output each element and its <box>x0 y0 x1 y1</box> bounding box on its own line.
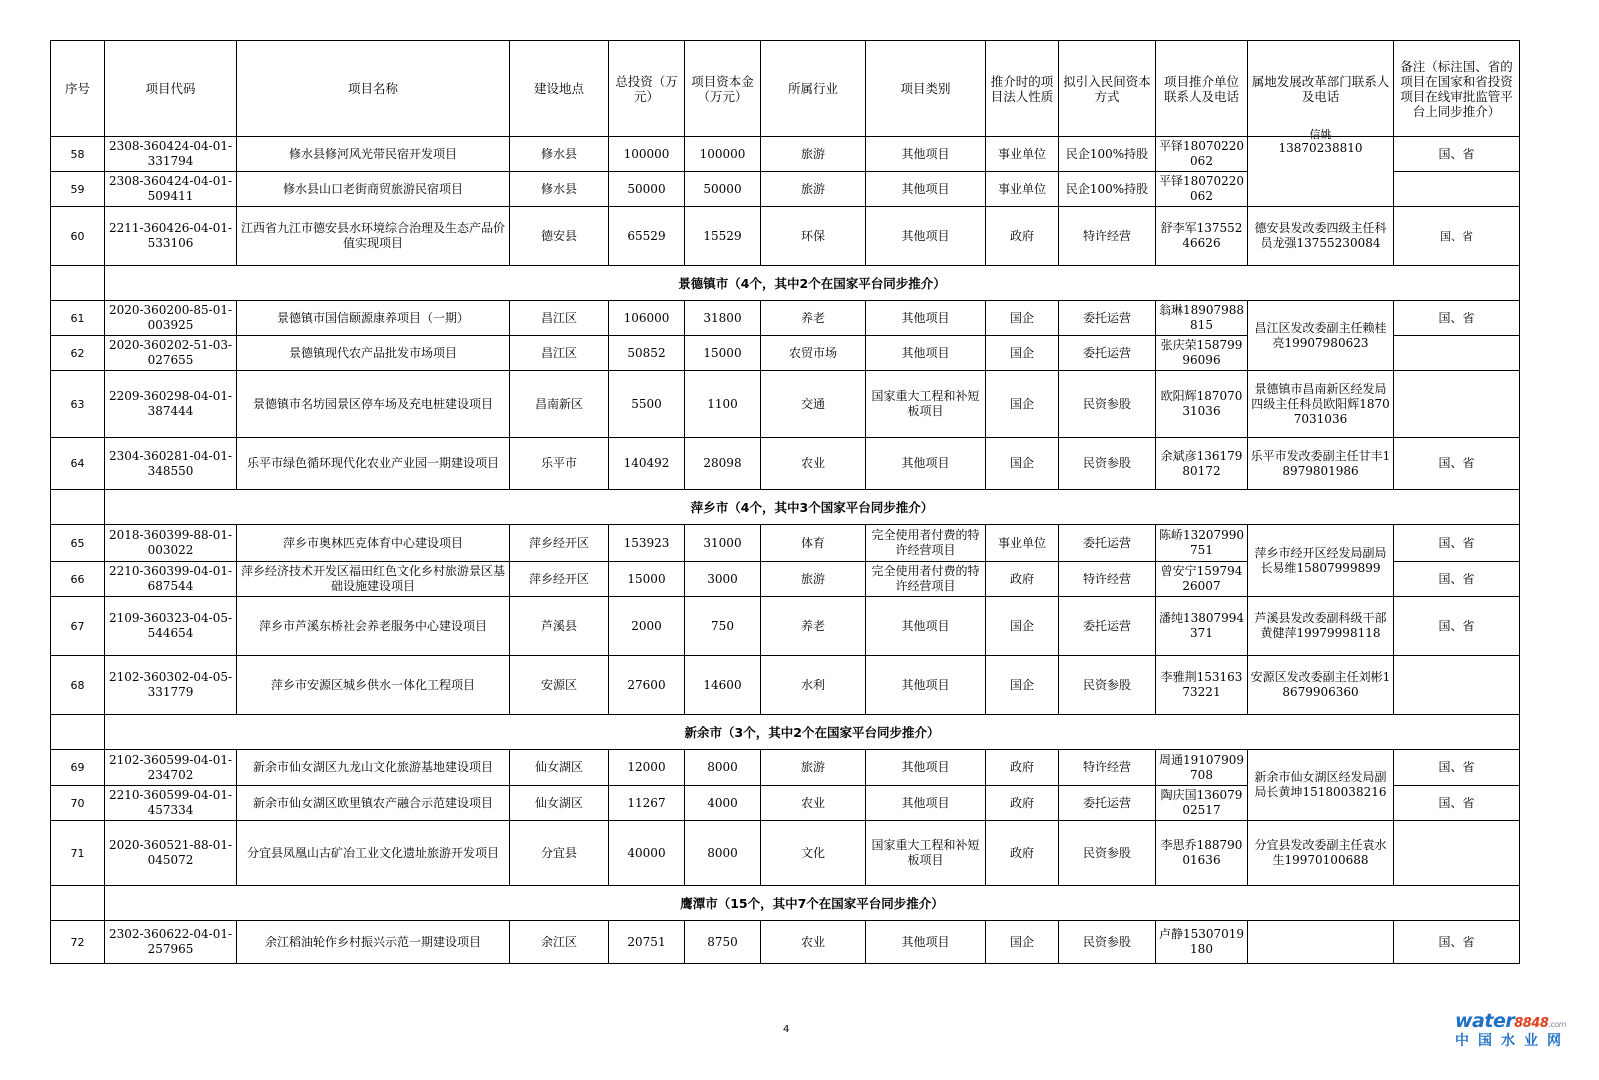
legal-entity-nature: 国企 <box>986 301 1059 336</box>
project-category: 其他项目 <box>866 207 986 266</box>
table-row <box>51 525 1520 562</box>
capital-mode: 委托运营 <box>1059 786 1156 821</box>
table-row <box>51 656 1520 715</box>
capital-mode: 民企100%持股 <box>1059 137 1156 172</box>
page-number: 4 <box>783 1024 790 1035</box>
total-investment: 140492 <box>609 438 685 490</box>
legal-entity-nature: 国企 <box>986 656 1059 715</box>
capital-mode: 特许经营 <box>1059 207 1156 266</box>
industry: 旅游 <box>761 137 866 172</box>
industry: 农贸市场 <box>761 336 866 371</box>
dept-contact: 安源区发改委副主任刘彬18679906360 <box>1248 656 1394 715</box>
industry: 交通 <box>761 371 866 438</box>
capital-amount: 15529 <box>685 207 761 266</box>
section-row <box>51 266 1520 301</box>
legal-entity-nature: 国企 <box>986 921 1059 964</box>
legal-entity-nature: 国企 <box>986 597 1059 656</box>
unit-contact: 陈峤13207990751 <box>1156 525 1248 562</box>
section-title: 新余市（3个，其中2个在国家平台同步推介） <box>105 715 1520 750</box>
row-number: 61 <box>51 301 105 336</box>
header-cell: 项目名称 <box>237 41 510 137</box>
project-category: 其他项目 <box>866 172 986 207</box>
header-cell: 项目类别 <box>866 41 986 137</box>
table-row <box>51 137 1520 172</box>
project-category: 其他项目 <box>866 336 986 371</box>
row-number: 68 <box>51 656 105 715</box>
legal-entity-nature: 国企 <box>986 336 1059 371</box>
total-investment: 11267 <box>609 786 685 821</box>
capital-mode: 民资参股 <box>1059 921 1156 964</box>
project-location: 萍乡经开区 <box>510 525 609 562</box>
table-row <box>51 597 1520 656</box>
capital-amount: 3000 <box>685 562 761 597</box>
watermark-wordmark <box>1455 1010 1579 1032</box>
project-name: 分宜县凤凰山古矿冶工业文化遗址旅游开发项目 <box>237 821 510 886</box>
project-code: 2304-360281-04-01-348550 <box>105 438 237 490</box>
capital-amount: 14600 <box>685 656 761 715</box>
project-name: 修水县修河风光带民宿开发项目 <box>237 137 510 172</box>
remark: 国、省 <box>1394 525 1520 562</box>
capital-amount: 31800 <box>685 301 761 336</box>
total-investment: 20751 <box>609 921 685 964</box>
row-number: 62 <box>51 336 105 371</box>
total-investment: 153923 <box>609 525 685 562</box>
project-category: 其他项目 <box>866 750 986 786</box>
remark: 国、省 <box>1394 301 1520 336</box>
project-location: 乐平市 <box>510 438 609 490</box>
total-investment: 106000 <box>609 301 685 336</box>
capital-amount: 1100 <box>685 371 761 438</box>
unit-contact: 陶庆国13607902517 <box>1156 786 1248 821</box>
capital-amount: 8750 <box>685 921 761 964</box>
legal-entity-nature: 政府 <box>986 562 1059 597</box>
capital-amount: 100000 <box>685 137 761 172</box>
capital-mode: 特许经营 <box>1059 562 1156 597</box>
total-investment: 40000 <box>609 821 685 886</box>
total-investment: 27600 <box>609 656 685 715</box>
project-code: 2308-360424-04-01-331794 <box>105 137 237 172</box>
unit-contact: 余斌彦13617980172 <box>1156 438 1248 490</box>
remark <box>1394 821 1520 886</box>
project-name: 乐平市绿色循环现代化农业产业园一期建设项目 <box>237 438 510 490</box>
project-code: 2102-360302-04-05-331779 <box>105 656 237 715</box>
watermark-brand: water <box>1455 1010 1515 1032</box>
capital-mode: 特许经营 <box>1059 750 1156 786</box>
project-name: 新余市仙女湖区九龙山文化旅游基地建设项目 <box>237 750 510 786</box>
project-category: 国家重大工程和补短板项目 <box>866 371 986 438</box>
header-cell: 总投资（万元） <box>609 41 685 137</box>
industry: 旅游 <box>761 562 866 597</box>
project-code: 2308-360424-04-01-509411 <box>105 172 237 207</box>
capital-mode: 民资参股 <box>1059 438 1156 490</box>
legal-entity-nature: 政府 <box>986 786 1059 821</box>
project-name: 萍乡市芦溪东桥社会养老服务中心建设项目 <box>237 597 510 656</box>
total-investment: 15000 <box>609 562 685 597</box>
project-location: 分宜县 <box>510 821 609 886</box>
project-name: 景德镇现代农产品批发市场项目 <box>237 336 510 371</box>
project-location: 仙女湖区 <box>510 786 609 821</box>
watermark-number: 8848 <box>1514 1016 1549 1031</box>
dept-contact-cut: 信姚 <box>1309 128 1332 141</box>
total-investment: 5500 <box>609 371 685 438</box>
capital-mode: 民资参股 <box>1059 821 1156 886</box>
project-code: 2302-360622-04-01-257965 <box>105 921 237 964</box>
unit-contact: 欧阳辉18707031036 <box>1156 371 1248 438</box>
project-category: 完全使用者付费的特许经营项目 <box>866 562 986 597</box>
dept-contact: 新余市仙女湖区经发局副局长黄坤15180038216 <box>1248 750 1394 821</box>
row-number: 65 <box>51 525 105 562</box>
section-title: 鹰潭市（15个，其中7个在国家平台同步推介） <box>105 886 1520 921</box>
site-watermark-logo <box>1455 1010 1579 1070</box>
header-cell: 推介时的项目法人性质 <box>986 41 1059 137</box>
remark <box>1394 172 1520 207</box>
project-category: 其他项目 <box>866 301 986 336</box>
remark <box>1394 656 1520 715</box>
dept-contact: 乐平市发改委副主任甘丰18979801986 <box>1248 438 1394 490</box>
industry: 旅游 <box>761 172 866 207</box>
remark: 国、省 <box>1394 562 1520 597</box>
remark: 国、省 <box>1394 750 1520 786</box>
header-cell: 拟引入民间资本方式 <box>1059 41 1156 137</box>
unit-contact: 卢静15307019180 <box>1156 921 1248 964</box>
project-code: 2020-360521-88-01-045072 <box>105 821 237 886</box>
total-investment: 2000 <box>609 597 685 656</box>
capital-amount: 750 <box>685 597 761 656</box>
project-location: 修水县 <box>510 137 609 172</box>
row-number: 71 <box>51 821 105 886</box>
section-row <box>51 886 1520 921</box>
industry: 农业 <box>761 921 866 964</box>
capital-amount: 15000 <box>685 336 761 371</box>
remark: 国、省 <box>1394 207 1520 266</box>
project-location: 德安县 <box>510 207 609 266</box>
legal-entity-nature: 事业单位 <box>986 137 1059 172</box>
project-code: 2210-360599-04-01-457334 <box>105 786 237 821</box>
watermark-suffix: .com <box>1548 1020 1567 1029</box>
project-location: 修水县 <box>510 172 609 207</box>
total-investment: 100000 <box>609 137 685 172</box>
row-number: 66 <box>51 562 105 597</box>
remark <box>1394 371 1520 438</box>
project-location: 余江区 <box>510 921 609 964</box>
section-title: 景德镇市（4个，其中2个在国家平台同步推介） <box>105 266 1520 301</box>
row-number: 69 <box>51 750 105 786</box>
capital-mode: 委托运营 <box>1059 525 1156 562</box>
project-location: 芦溪县 <box>510 597 609 656</box>
dept-contact: 芦溪县发改委副科级干部黄健萍19979998118 <box>1248 597 1394 656</box>
total-investment: 50852 <box>609 336 685 371</box>
project-code: 2018-360399-88-01-003022 <box>105 525 237 562</box>
capital-amount: 8000 <box>685 750 761 786</box>
project-category: 其他项目 <box>866 921 986 964</box>
row-number: 72 <box>51 921 105 964</box>
project-category: 其他项目 <box>866 786 986 821</box>
table-row <box>51 821 1520 886</box>
unit-contact: 平铎18070220062 <box>1156 137 1248 172</box>
project-name: 余江稻油轮作乡村振兴示范一期建设项目 <box>237 921 510 964</box>
industry: 农业 <box>761 438 866 490</box>
capital-amount: 50000 <box>685 172 761 207</box>
unit-contact: 翁琳18907988815 <box>1156 301 1248 336</box>
industry: 养老 <box>761 301 866 336</box>
dept-contact <box>1248 128 1394 207</box>
project-code: 2109-360323-04-05-544654 <box>105 597 237 656</box>
industry: 养老 <box>761 597 866 656</box>
remark: 国、省 <box>1394 137 1520 172</box>
project-name: 新余市仙女湖区欧里镇农产融合示范建设项目 <box>237 786 510 821</box>
table-row <box>51 301 1520 336</box>
row-number: 63 <box>51 371 105 438</box>
capital-amount: 8000 <box>685 821 761 886</box>
capital-mode: 委托运营 <box>1059 301 1156 336</box>
header-cell: 项目推介单位联系人及电话 <box>1156 41 1248 137</box>
project-category: 其他项目 <box>866 137 986 172</box>
row-number: 67 <box>51 597 105 656</box>
header-cell: 属地发展改革部门联系人及电话 <box>1248 41 1394 137</box>
project-name: 萍乡市奥林匹克体育中心建设项目 <box>237 525 510 562</box>
project-category: 其他项目 <box>866 438 986 490</box>
unit-contact: 李思乔18879001636 <box>1156 821 1248 886</box>
unit-contact: 张庆荣15879996096 <box>1156 336 1248 371</box>
remark: 国、省 <box>1394 921 1520 964</box>
table-row <box>51 438 1520 490</box>
project-name: 景德镇市国信颐源康养项目（一期） <box>237 301 510 336</box>
dept-contact: 分宜县发改委副主任袁水生19970100688 <box>1248 821 1394 886</box>
project-code: 2020-360202-51-03-027655 <box>105 336 237 371</box>
project-name: 江西省九江市德安县水环境综合治理及生态产品价值实现项目 <box>237 207 510 266</box>
project-category: 国家重大工程和补短板项目 <box>866 821 986 886</box>
industry: 旅游 <box>761 750 866 786</box>
project-location: 昌江区 <box>510 301 609 336</box>
dept-contact: 德安县发改委四级主任科员龙强13755230084 <box>1248 207 1394 266</box>
section-title: 萍乡市（4个，其中3个国家平台同步推介） <box>105 490 1520 525</box>
table-row <box>51 371 1520 438</box>
capital-amount: 28098 <box>685 438 761 490</box>
legal-entity-nature: 国企 <box>986 438 1059 490</box>
project-category: 其他项目 <box>866 597 986 656</box>
project-code: 2020-360200-85-01-003925 <box>105 301 237 336</box>
remark: 国、省 <box>1394 786 1520 821</box>
remark <box>1394 336 1520 371</box>
legal-entity-nature: 政府 <box>986 821 1059 886</box>
capital-amount: 31000 <box>685 525 761 562</box>
project-name: 景德镇市名坊园景区停车场及充电桩建设项目 <box>237 371 510 438</box>
total-investment: 12000 <box>609 750 685 786</box>
row-number: 70 <box>51 786 105 821</box>
project-location: 安源区 <box>510 656 609 715</box>
total-investment: 65529 <box>609 207 685 266</box>
dept-contact: 景德镇市昌南新区经发局四级主任科员欧阳辉18707031036 <box>1248 371 1394 438</box>
industry: 农业 <box>761 786 866 821</box>
legal-entity-nature: 国企 <box>986 371 1059 438</box>
unit-contact: 潘纯13807994371 <box>1156 597 1248 656</box>
legal-entity-nature: 事业单位 <box>986 172 1059 207</box>
legal-entity-nature: 事业单位 <box>986 525 1059 562</box>
remark: 国、省 <box>1394 597 1520 656</box>
project-code: 2211-360426-04-01-533106 <box>105 207 237 266</box>
capital-amount: 4000 <box>685 786 761 821</box>
unit-contact: 舒李军13755246626 <box>1156 207 1248 266</box>
row-number: 59 <box>51 172 105 207</box>
project-code: 2210-360399-04-01-687544 <box>105 562 237 597</box>
project-category: 其他项目 <box>866 656 986 715</box>
project-name: 修水县山口老街商贸旅游民宿项目 <box>237 172 510 207</box>
industry: 体育 <box>761 525 866 562</box>
project-name: 萍乡经济技术开发区福田红色文化乡村旅游景区基础设施建设项目 <box>237 562 510 597</box>
industry: 环保 <box>761 207 866 266</box>
legal-entity-nature: 政府 <box>986 207 1059 266</box>
unit-contact: 周通19107909708 <box>1156 750 1248 786</box>
header-cell: 备注（标注国、省的项目在国家和省投资项目在线审批监管平台上同步推介） <box>1394 41 1520 137</box>
table-row <box>51 921 1520 964</box>
legal-entity-nature: 政府 <box>986 750 1059 786</box>
dept-contact: 昌江区发改委副主任赖桂亮19907980623 <box>1248 301 1394 371</box>
project-code: 2209-360298-04-01-387444 <box>105 371 237 438</box>
capital-mode: 委托运营 <box>1059 336 1156 371</box>
section-row <box>51 715 1520 750</box>
capital-mode: 民资参股 <box>1059 371 1156 438</box>
row-number: 60 <box>51 207 105 266</box>
header-cell: 项目代码 <box>105 41 237 137</box>
industry: 文化 <box>761 821 866 886</box>
capital-mode: 民企100%持股 <box>1059 172 1156 207</box>
watermark-cn: 中国水业网 <box>1455 1033 1570 1049</box>
remark: 国、省 <box>1394 438 1520 490</box>
project-location: 萍乡经开区 <box>510 562 609 597</box>
header-cell: 建设地点 <box>510 41 609 137</box>
project-category: 完全使用者付费的特许经营项目 <box>866 525 986 562</box>
row-number: 64 <box>51 438 105 490</box>
capital-mode: 委托运营 <box>1059 597 1156 656</box>
table-row <box>51 750 1520 786</box>
project-code: 2102-360599-04-01-234702 <box>105 750 237 786</box>
project-table <box>50 40 1520 964</box>
project-location: 仙女湖区 <box>510 750 609 786</box>
header-cell: 项目资本金（万元） <box>685 41 761 137</box>
dept-contact <box>1248 921 1394 964</box>
unit-contact: 李雅荆15316373221 <box>1156 656 1248 715</box>
industry: 水利 <box>761 656 866 715</box>
header-cell: 序号 <box>51 41 105 137</box>
capital-mode: 民资参股 <box>1059 656 1156 715</box>
row-number: 58 <box>51 137 105 172</box>
project-location: 昌江区 <box>510 336 609 371</box>
dept-contact-phone: 13870238810 <box>1278 141 1363 155</box>
unit-contact: 平铎18070220062 <box>1156 172 1248 207</box>
unit-contact: 曾安宁15979426007 <box>1156 562 1248 597</box>
header-cell: 所属行业 <box>761 41 866 137</box>
section-row <box>51 490 1520 525</box>
table-row <box>51 207 1520 266</box>
total-investment: 50000 <box>609 172 685 207</box>
project-name: 萍乡市安源区城乡供水一体化工程项目 <box>237 656 510 715</box>
project-location: 昌南新区 <box>510 371 609 438</box>
dept-contact: 萍乡市经开区经发局副局长易维15807999899 <box>1248 525 1394 597</box>
